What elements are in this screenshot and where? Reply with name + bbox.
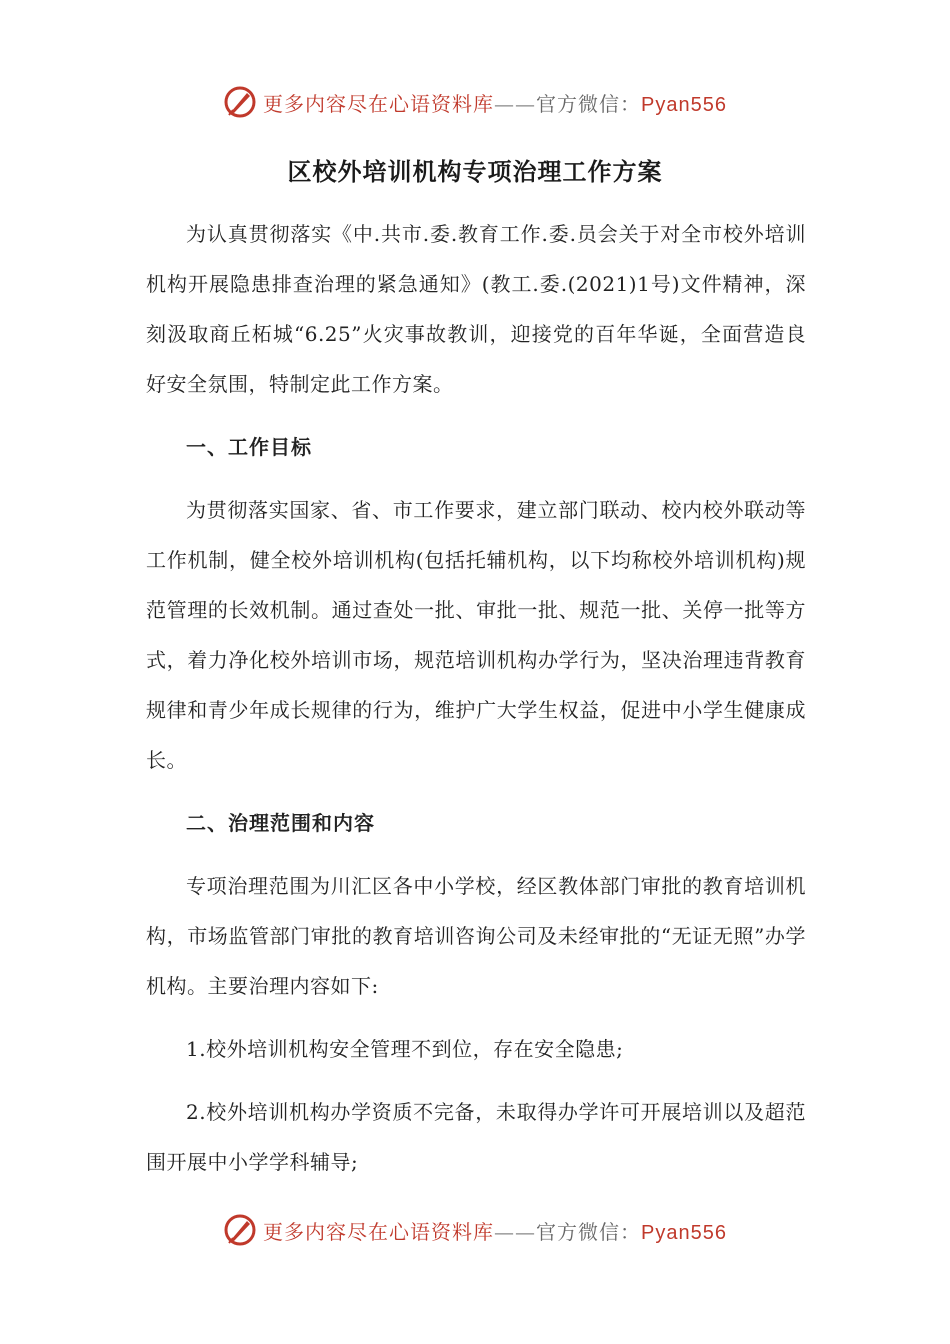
watermark-wechat-label: 官方微信： bbox=[536, 1219, 642, 1244]
intro-paragraph: 为认真贯彻落实《中.共市.委.教育工作.委.员会关于对全市校外培训机构开展隐患排查治理的紧急通知》(教工.委.(2021)1号)文件精神，深刻汲取商丘柘城“6.25”火灾事故教训，迎接党的百年华诞，全面营造良好安全氛围，特制定此工作方案。 bbox=[146, 222, 806, 396]
goals-paragraph: 为贯彻落实国家、省、市工作要求，建立部门联动、校内校外联动等工作机制，健全校外培训机构(包括托辅机构，以下均称校外培训机构)规范管理的长效机制。通过查处一批、审批一批、规范一批、关停一批等方式，着力净化校外培训市场，规范培训机构办学行为，坚决治理违背教育规律和青少年成长规律的行为，维护广大学生权益，促进中小学生健康成长。 bbox=[146, 498, 806, 772]
quill-pen-circle-icon bbox=[223, 85, 257, 119]
section-heading-scope: 二、治理范围和内容 bbox=[186, 811, 375, 835]
watermark-brand: 更多内容尽在心语资料库 bbox=[263, 91, 495, 116]
document-title: 区校外培训机构专项治理工作方案 bbox=[287, 158, 663, 186]
section-heading-goals: 一、工作目标 bbox=[186, 435, 312, 459]
list-item-1: 1.校外培训机构安全管理不到位，存在安全隐患; bbox=[186, 1037, 624, 1061]
list-item-2: 2.校外培训机构办学资质不完备，未取得办学许可开展培训以及超范围开展中小学学科辅导; bbox=[146, 1100, 806, 1174]
watermark-separator: —— bbox=[494, 1219, 537, 1244]
document-body bbox=[146, 209, 806, 1187]
watermark-wechat-id: Pyan556 bbox=[641, 93, 727, 116]
watermark-wechat-id: Pyan556 bbox=[641, 1221, 727, 1244]
scope-paragraph: 专项治理范围为川汇区各中小学校，经区教体部门审批的教育培训机构，市场监管部门审批的教育培训咨询公司及未经审批的“无证无照”办学机构。主要治理内容如下: bbox=[146, 874, 806, 998]
quill-pen-circle-icon bbox=[223, 1213, 257, 1247]
footer-watermark bbox=[0, 1210, 950, 1250]
watermark-brand: 更多内容尽在心语资料库 bbox=[263, 1219, 495, 1244]
watermark-text bbox=[263, 1216, 727, 1245]
header-watermark bbox=[0, 82, 950, 122]
watermark-wechat-label: 官方微信： bbox=[536, 91, 642, 116]
watermark-text bbox=[263, 88, 727, 117]
watermark-separator: —— bbox=[494, 91, 537, 116]
